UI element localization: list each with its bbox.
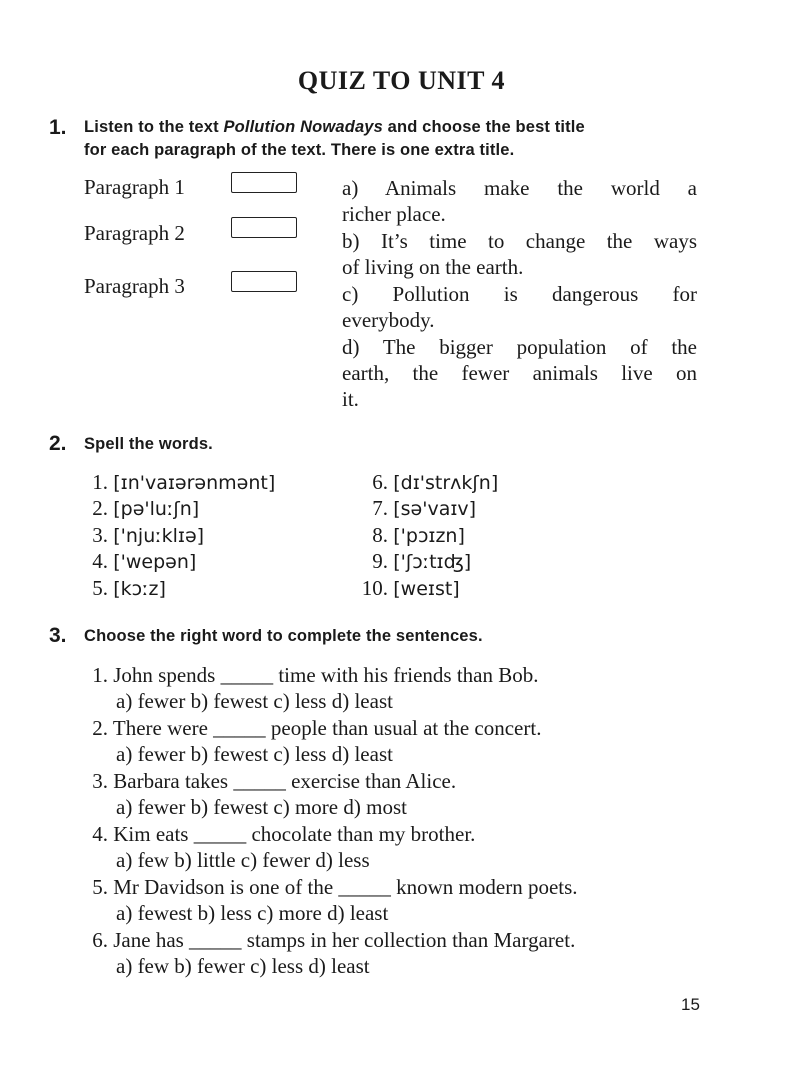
option-b-line-2: of living on the earth. (342, 255, 524, 279)
word-5: 5. [kɔːz] (92, 576, 166, 600)
sentence-2-options: a) fewer b) fewest c) less d) least (116, 742, 393, 766)
word-3: 3. ['njuːklɪə] (92, 523, 205, 547)
sentence-5-options: a) fewest b) less c) more d) least (116, 901, 389, 925)
option-a-line-2: richer place. (342, 202, 446, 226)
page-title: QUIZ TO UNIT 4 (297, 66, 506, 95)
paragraph-3-label: Paragraph 3 (84, 274, 185, 298)
sentence-5: 5. Mr Davidson is one of the _____ known modern poets. (92, 875, 578, 899)
paragraph-3-answer-box[interactable] (231, 271, 297, 292)
sentence-6-options: a) few b) fewer c) less d) least (116, 954, 370, 978)
paragraph-1-label: Paragraph 1 (84, 175, 185, 199)
task-3-instruction: Choose the right word to complete the sentences. (84, 627, 483, 645)
sentence-1: 1. John spends _____ time with his friends than Bob. (92, 663, 539, 687)
option-b-line-1: b) It’s time to change the ways (342, 229, 697, 253)
word-2: 2. [pə'luːʃn] (92, 496, 200, 520)
word-1: 1. [ɪn'vaɪərənmənt] (92, 470, 276, 494)
sentence-2: 2. There were _____ people than usual at the concert. (92, 716, 542, 740)
option-d-line-2: earth, the fewer animals live on (342, 361, 697, 385)
paragraph-2-answer-box[interactable] (231, 217, 297, 238)
task-2-instruction: Spell the words. (84, 435, 213, 453)
word-8: 8. ['pɔɪzn] (372, 523, 465, 547)
word-10: 10. [weɪst] (361, 576, 460, 600)
task-1-instruction-line-2: for each paragraph of the text. There is one extra title. (84, 141, 515, 159)
sentence-3: 3. Barbara takes _____ exercise than Alice. (92, 769, 457, 793)
paragraph-2-label: Paragraph 2 (84, 221, 185, 245)
option-c-line-1: c) Pollution is dangerous for (342, 282, 697, 306)
sentence-1-options: a) fewer b) fewest c) less d) least (116, 689, 393, 713)
paragraph-1-answer-box[interactable] (231, 172, 297, 193)
sentence-3-options: a) fewer b) fewest c) more d) most (116, 795, 407, 819)
task-3-number: 3. (49, 624, 67, 647)
task-1-number: 1. (49, 116, 67, 139)
option-d-line-1: d) The bigger population of the (342, 335, 697, 359)
option-d-line-3: it. (342, 387, 359, 411)
sentence-6: 6. Jane has _____ stamps in her collection than Margaret. (92, 928, 576, 952)
word-7: 7. [sə'vaɪv] (372, 496, 477, 520)
option-a-line-1: a) Animals make the world a (342, 176, 697, 200)
option-c-line-2: everybody. (342, 308, 435, 332)
word-6: 6. [dɪ'strʌkʃn] (372, 470, 499, 494)
word-9: 9. ['ʃɔːtɪʤ] (372, 549, 472, 573)
sentence-4: 4. Kim eats _____ chocolate than my brother. (92, 822, 476, 846)
task-1-instruction-line-1: Listen to the text Pollution Nowadays and choose the best title (84, 118, 585, 136)
task-2-number: 2. (49, 432, 67, 455)
page-number: 15 (681, 995, 700, 1014)
word-4: 4. ['wepən] (92, 549, 197, 573)
sentence-4-options: a) few b) little c) fewer d) less (116, 848, 370, 872)
